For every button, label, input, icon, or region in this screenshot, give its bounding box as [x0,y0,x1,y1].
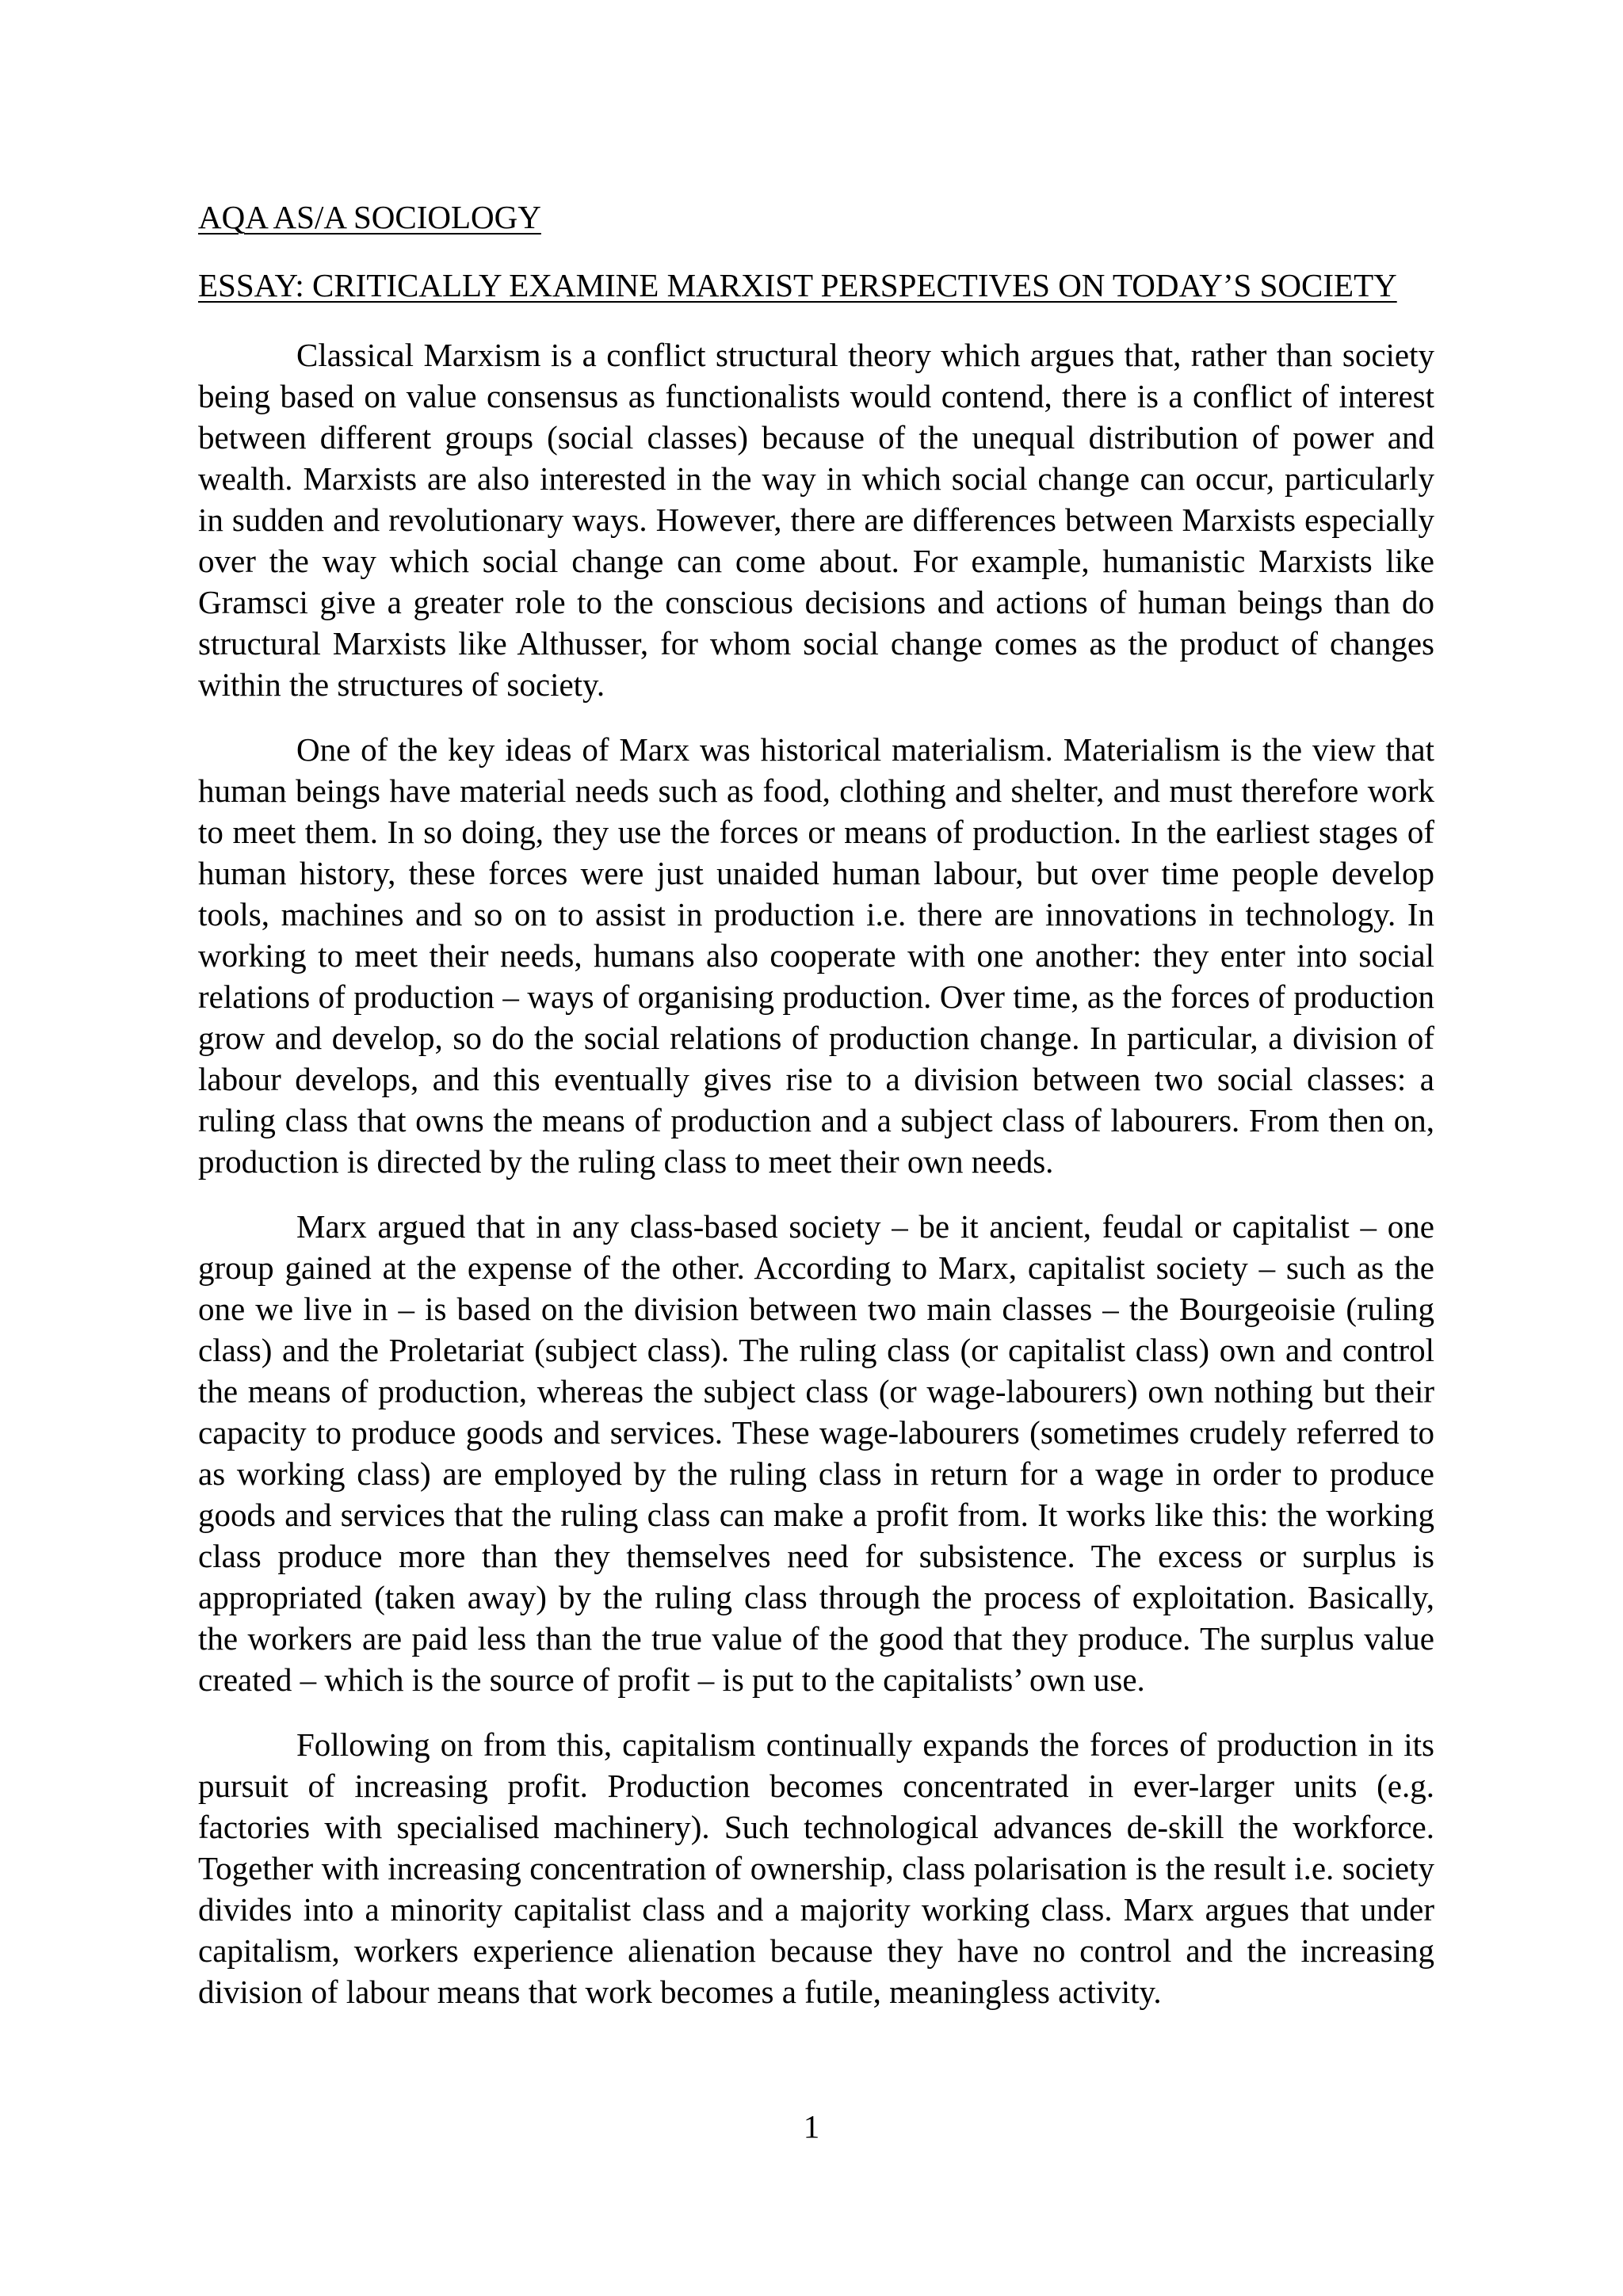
page-number: 1 [803,2108,820,2145]
body-paragraph: Marx argued that in any class-based society – be it ancient, feudal or capitalist – one group gained at the expense of the other. According to Marx, capitalist society – such as the one we live in – is based on the division between two main classes – the Bourgeoisie (ruling class) and the Proletariat (subject class). The ruling class (or capitalist class) own and control the means of production, whereas the subject class (or wage-labourers) own nothing but their capacity to produce goods and services. These wage-labourers (sometimes crudely referred to as working class) are employed by the ruling class in return for a wage in order to produce goods and services that the ruling class can make a profit from. It works like this: the working class produce more than they themselves need for subsistence. The excess or surplus is appropriated (taken away) by the ruling class through the process of exploitation. Basically, the workers are paid less than the true value of the good that they produce. The surplus value created – which is the source of profit – is put to the capitalists’ own use. [198,1208,1434,1698]
course-heading: AQA AS/A SOCIOLOGY [198,199,541,235]
body-paragraph: Classical Marxism is a conflict structural theory which argues that, rather than society being based on value consensus as functionalists would contend, there is a conflict of interest between different groups (social classes) because of the unequal distribution of power and wealth. Marxists are also interested in the way in which social change can occur, particularly in sudden and revolutionary ways. However, there are differences between Marxists especially over the way which social change can come about. For example, humanistic Marxists like Gramsci give a greater role to the conscious decisions and actions of human beings than do structural Marxists like Althusser, for whom social change comes as the product of changes within the structures of society. [198,337,1434,703]
body-paragraph: One of the key ideas of Marx was historical materialism. Materialism is the view that human beings have material needs such as food, clothing and shelter, and must therefore work to meet them. In so doing, they use the forces or means of production. In the earliest stages of human history, these forces were just unaided human labour, but over time people develop tools, machines and so on to assist in production i.e. there are innovations in technology. In working to meet their needs, humans also cooperate with one another: they enter into social relations of production – ways of organising production. Over time, as the forces of production grow and develop, so do the social relations of production change. In particular, a division of labour develops, and this eventually gives rise to a division between two social classes: a ruling class that owns the means of production and a subject class of labourers. From then on, production is directed by the ruling class to meet their own needs. [198,731,1434,1180]
body-paragraph: Following on from this, capitalism continually expands the forces of production in its pursuit of increasing profit. Production becomes concentrated in ever-larger units (e.g. factories with specialised machinery). Such technological advances de-skill the workforce. Together with increasing concentration of ownership, class polarisation is the result i.e. society divides into a minority capitalist class and a majority working class. Marx argues that under capitalism, workers experience alienation because they have no control and the increasing division of labour means that work becomes a futile, meaningless activity. [198,1726,1434,2010]
essay-title: ESSAY: CRITICALLY EXAMINE MARXIST PERSPECTIVES ON TODAY’S SOCIETY [198,267,1397,303]
